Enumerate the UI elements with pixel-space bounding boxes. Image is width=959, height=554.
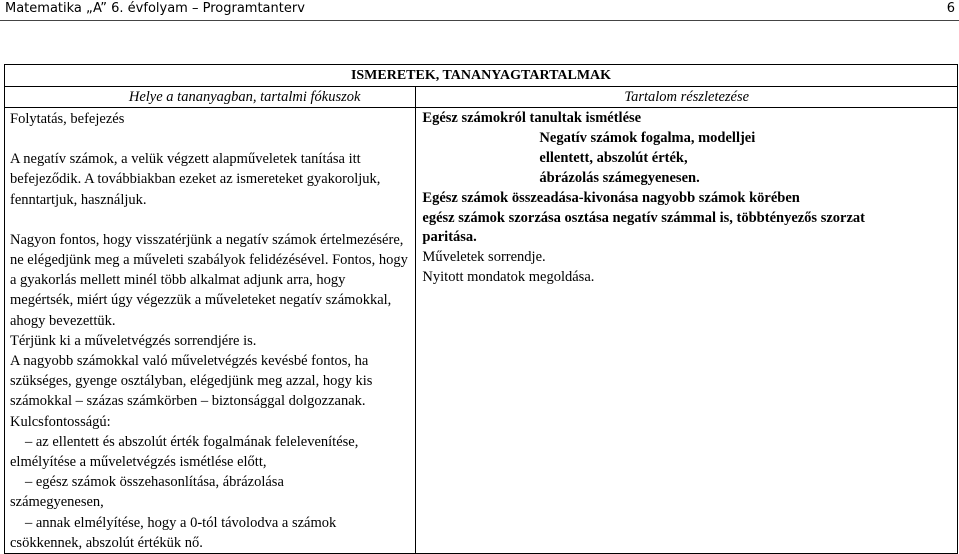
list-item-3: – annak elmélyítése, hogy a 0-tól távolodva a számok (25, 514, 337, 531)
list-item-1-cont: elmélyítése a műveletvégzés ismétlése előtt, (10, 454, 267, 471)
page-header (5, 0, 955, 20)
table-title: ISMERETEK, TANANYAGTARTALMAK (5, 65, 958, 87)
header-rule (0, 20, 959, 21)
right-line-7: paritása. (422, 229, 477, 246)
page-number: 6 (946, 1, 955, 16)
right-line-9: Nyitott mondatok megoldása. (422, 269, 595, 286)
right-line-1: Egész számokról tanultak ismétlése (422, 110, 642, 126)
column-header-right: Tartalom részletezése (416, 87, 958, 108)
list-item-2: – egész számok összehasonlítása, ábrázolása (25, 474, 284, 491)
list-item-2-cont: számegyenesen, (10, 494, 104, 511)
right-cell (416, 108, 958, 554)
list-item-3-cont: csökkennek, abszolút értékük nő. (10, 534, 203, 551)
left-paragraph-2: Nagyon fontos, hogy visszatérjünk a negatív számok értelmezésére, ne elégedjünk meg a műveleti szabályok felidézésével. Fontos, hogy a gyakorlás mellett minél több alkalmat adjunk arra, hogy megértsék, miért úgy végezzük a műveleteket negatív számokkal, ahogy bevezettük. (10, 231, 408, 329)
left-paragraph-1: A negatív számok, a velük végzett alapműveletek tanítása itt befejeződik. A továbbiakban ezeket az ismereteket gyakoroljuk, fenntartjuk, használjuk. (10, 151, 381, 208)
right-line-5: Egész számok összeadása-kivonása nagyobb számok körében (422, 189, 800, 206)
list-item-1: – az ellentett és abszolút érték fogalmának felelevenítése, (25, 433, 359, 450)
right-line-4: ábrázolás számegyenesen. (539, 169, 700, 186)
left-paragraph-4: A nagyobb számokkal való műveletvégzés kevésbé fontos, ha szükséges, gyenge osztályban, elégedjünk meg azzal, hogy kis számokkal – százas számkörben – biztonsággal dolgozzanak. (10, 353, 373, 410)
left-paragraph-3: Térjünk ki a műveletvégzés sorrendjére is. (10, 332, 257, 349)
right-line-6: egész számok szorzása osztása negatív számmal is, többtényezős szorzat (422, 209, 865, 226)
content-table (4, 64, 958, 554)
column-header-left: Helye a tananyagban, tartalmi fókuszok (5, 87, 416, 108)
header-title: Matematika „A” 6. évfolyam – Programtanterv (5, 1, 305, 16)
right-line-3: ellentett, abszolút érték, (539, 149, 688, 166)
right-line-2: Negatív számok fogalma, modelljei (539, 129, 756, 146)
left-heading: Folytatás, befejezés (10, 111, 125, 127)
left-paragraph-5: Kulcsfontosságú: (10, 413, 111, 430)
left-cell (5, 108, 416, 554)
right-line-8: Műveletek sorrendje. (422, 249, 546, 266)
